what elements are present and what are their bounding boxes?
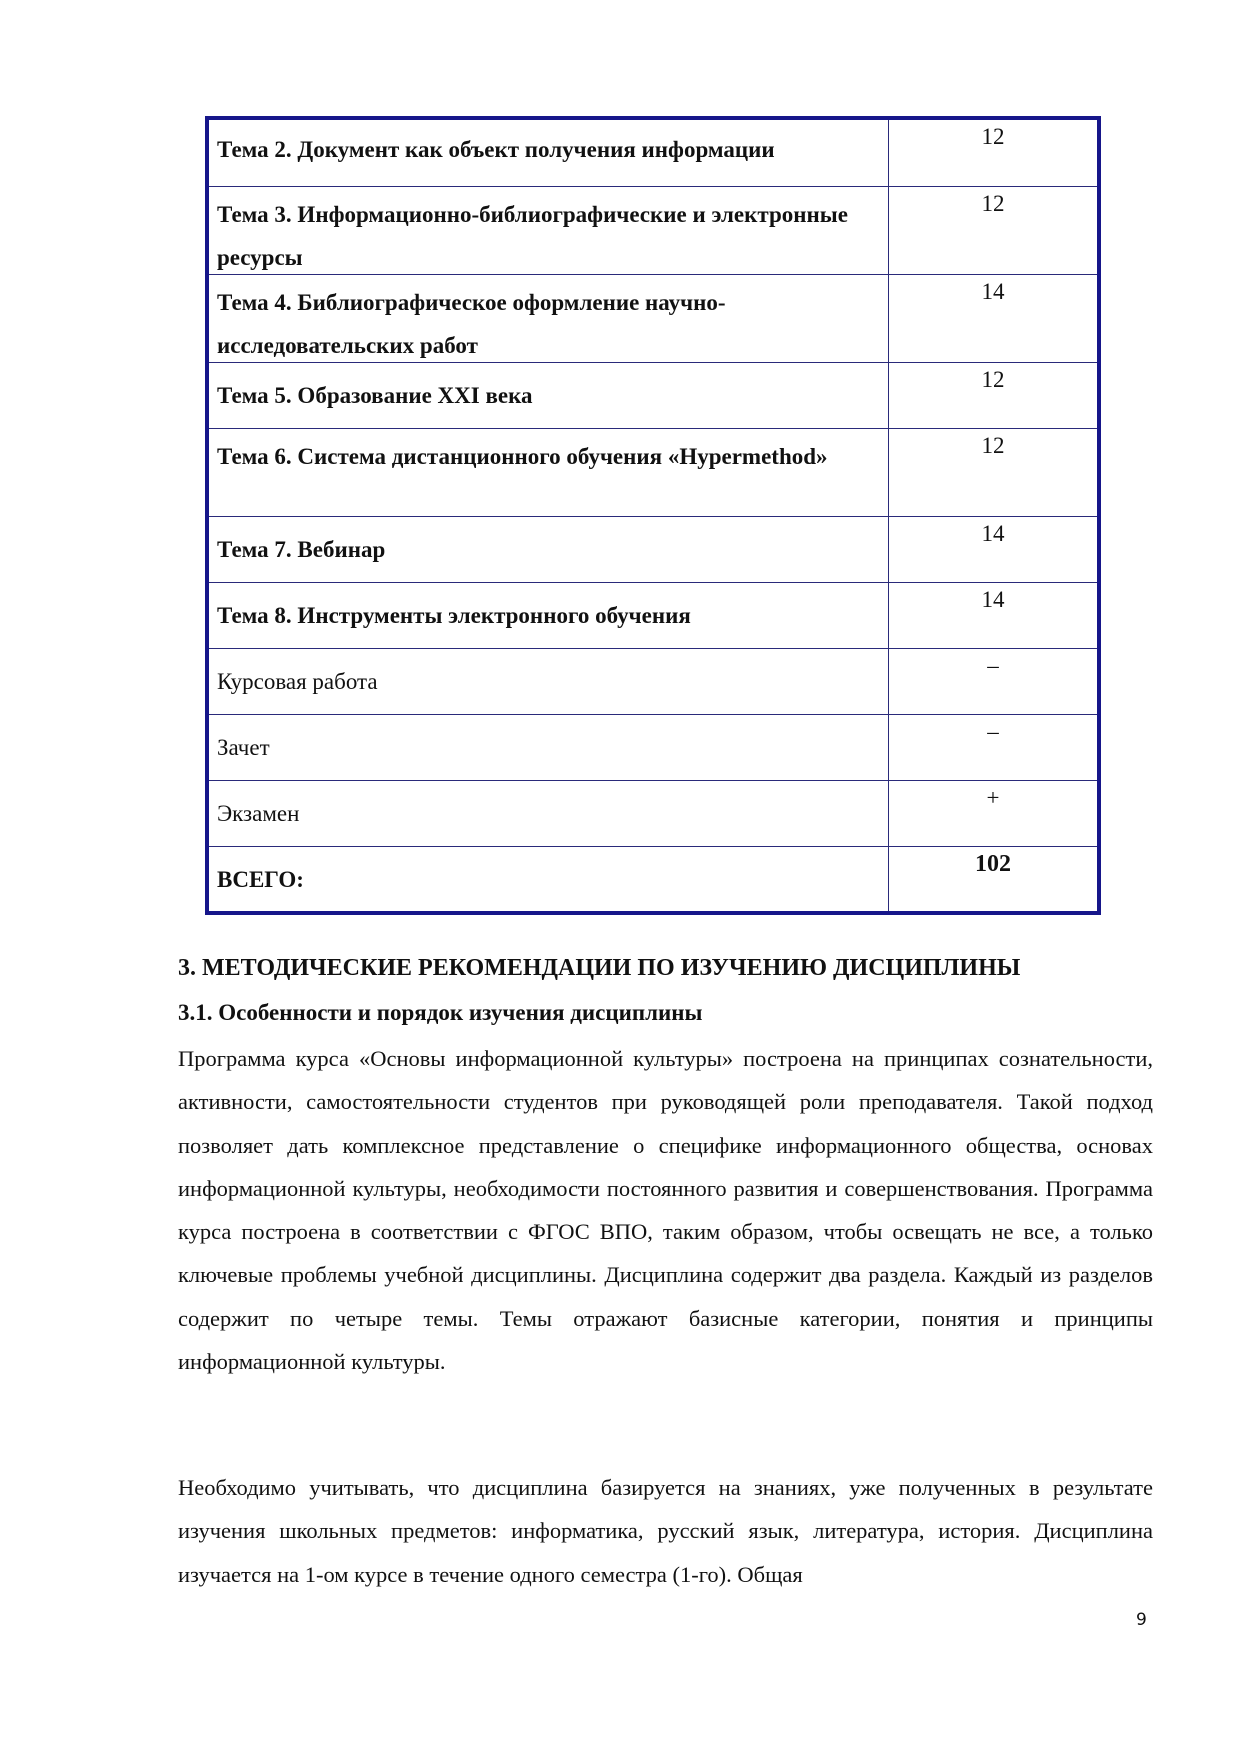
hours-table <box>205 116 1101 915</box>
table-row <box>209 275 1097 363</box>
hours-cell: – <box>987 653 999 678</box>
paragraph: Программа курса «Основы информационной культуры» построена на принципах сознательности, активности, самостоятельности студентов при руководящей роли преподавателя. Такой подход позволяет дать комплексное представление о специфике информационного общества, основах информационной культуры, необходимости постоянного развития и совершенствования. Программа курса построена в соответствии с ФГОС ВПО, таким образом, чтобы освещать не все, а только ключевые проблемы учебной дисциплины. Дисциплина содержит два раздела. Каждый из разделов содержит по четыре темы. Темы отражают базисные категории, понятия и принципы информационной культуры. <box>178 1046 1153 1375</box>
topic-cell: Курсовая работа <box>209 649 889 714</box>
topic-cell: Зачет <box>209 715 889 780</box>
topic-cell: Тема 5. Образование XXI века <box>209 363 889 428</box>
total-value: 102 <box>975 851 1011 877</box>
subsection-heading: 3.1. Особенности и порядок изучения дисциплины <box>178 1000 703 1025</box>
hours-cell: + <box>986 785 1000 810</box>
hours-cell: 12 <box>981 367 1005 392</box>
hours-cell: 12 <box>981 191 1005 216</box>
table-row <box>209 363 1097 429</box>
table-row <box>209 649 1097 715</box>
topic-cell: Тема 2. Документ как объект получения информации <box>209 120 889 186</box>
table-row <box>209 429 1097 517</box>
hours-cell: 12 <box>981 124 1005 149</box>
hours-cell: 14 <box>981 521 1005 546</box>
page-number: 9 <box>1136 1610 1147 1630</box>
hours-cell: – <box>987 719 999 744</box>
paragraph: Необходимо учитывать, что дисциплина базируется на знаниях, уже полученных в результате изучения школьных предметов: информатика, русский язык, литература, история. Дисциплина изучается на 1-ом курсе в течение одного семестра (1-го). Общая <box>178 1475 1153 1587</box>
topic-cell: Тема 4. Библиографическое оформление научно-исследовательских работ <box>209 275 889 362</box>
table-row <box>209 120 1097 187</box>
topic-cell: Тема 3. Информационно-библиографические и электронные ресурсы <box>209 187 889 274</box>
table-row <box>209 715 1097 781</box>
hours-cell: 14 <box>981 279 1005 304</box>
table-row <box>209 187 1097 275</box>
topic-cell: Тема 7. Вебинар <box>209 517 889 582</box>
hours-cell: 12 <box>981 433 1005 458</box>
table-row <box>209 583 1097 649</box>
table-row <box>209 517 1097 583</box>
topic-cell: Тема 8. Инструменты электронного обучения <box>209 583 889 648</box>
section-heading: 3. МЕТОДИЧЕСКИЕ РЕКОМЕНДАЦИИ ПО ИЗУЧЕНИЮ ДИСЦИПЛИНЫ <box>178 955 1021 981</box>
topic-cell: Экзамен <box>209 781 889 846</box>
hours-cell: 14 <box>981 587 1005 612</box>
total-label: ВСЕГО: <box>209 847 889 911</box>
table-row <box>209 781 1097 847</box>
topic-cell: Тема 6. Система дистанционного обучения «Hypermethod» <box>209 429 889 516</box>
table-total-row <box>209 847 1097 911</box>
